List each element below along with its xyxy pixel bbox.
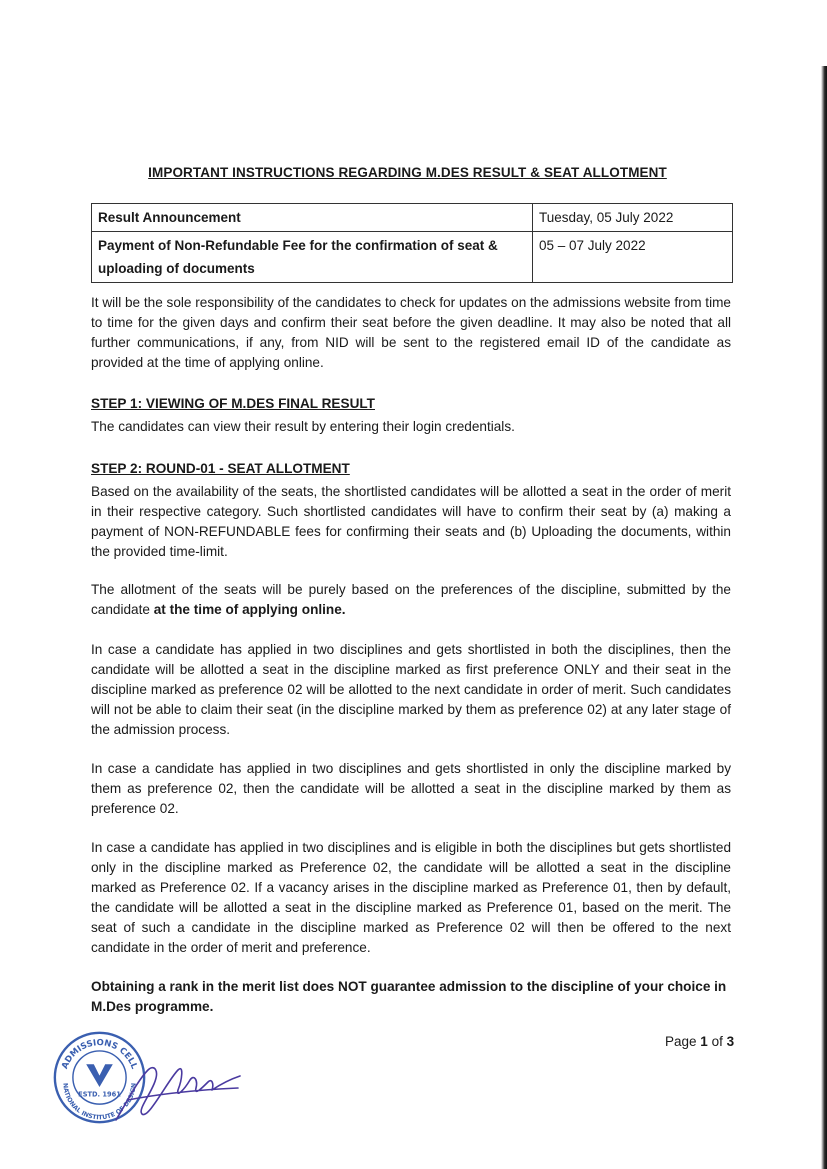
seal-top-text: ADMISSIONS CELL: [60, 1038, 139, 1071]
seal-bottom-text: NATIONAL INSTITUTE OF DESIGN: [61, 1082, 138, 1122]
step2-paragraph-4: In case a candidate has applied in two disciplines and gets shortlisted in only the discipline marked by them as preference 02, then the candidate will be allotted a seat in the discipline marked by them as preference 02.: [91, 761, 731, 816]
merit-note: Obtaining a rank in the merit list does NOT guarantee admission to the discipline of your choice in M.Des programme.: [91, 979, 727, 1014]
step2-paragraph-2-emphasis: at the time of applying online.: [153, 602, 346, 617]
scan-edge: [821, 66, 827, 1169]
schedule-event: Result Announcement: [92, 204, 533, 232]
step2-paragraph-2-text: The allotment of the seats will be purely based on the preferences of the discipline, submitted by the candidate: [91, 582, 731, 617]
table-row: [92, 204, 733, 232]
signature: [108, 1040, 248, 1130]
page-current: 1: [700, 1034, 708, 1049]
table-row: [92, 232, 733, 283]
schedule-date: 05 – 07 July 2022: [533, 232, 733, 283]
schedule-date: Tuesday, 05 July 2022: [533, 204, 733, 232]
page-label: Page: [665, 1034, 697, 1049]
step2-paragraph-5: In case a candidate has applied in two disciplines and is eligible in both the disciplines but gets shortlisted only in the discipline marked as Preference 02, the candidate will be allotted a seat in the discipline marked as Preference 02. If a vacancy arises in the discipline marked as Preference 01, then by default, the candidate will be allotted a seat in the discipline marked as Preference 01, based on the merit. The seat of such a candidate in the discipline marked as Preference 02 will then be offered to the next candidate in the order of merit and preference.: [91, 840, 731, 955]
page-of: of: [711, 1034, 723, 1049]
step2-heading: STEP 2: ROUND-01 - SEAT ALLOTMENT: [91, 461, 350, 476]
step2-paragraph-3: In case a candidate has applied in two disciplines and gets shortlisted in both the disciplines, then the candidate will be allotted a seat in the discipline marked as first preference ONLY and their seat in the discipline marked as preference 02 will be allotted to the next candidate in order of merit. Such candidates will not be able to claim their seat (in the discipline marked by them as preference 02) at any later stage of the admission process.: [91, 642, 731, 737]
step1-text: The candidates can view their result by entering their login credentials.: [91, 419, 515, 434]
step1-heading: STEP 1: VIEWING OF M.DES FINAL RESULT: [91, 396, 375, 411]
schedule-table: [91, 203, 733, 283]
page-number: [665, 1034, 734, 1049]
intro-paragraph: It will be the sole responsibility of the candidates to check for updates on the admissions website from time to time for the given days and confirm their seat before the given deadline. It may also be noted that all further communications, if any, from NID will be sent to the registered email ID of the candidate as provided at the time of applying online.: [91, 295, 731, 370]
seal-center-text: ESTD. 1961: [78, 1090, 121, 1099]
page-total: 3: [726, 1034, 735, 1049]
step2-paragraph-2: [91, 580, 731, 620]
schedule-event: Payment of Non-Refundable Fee for the confirmation of seat & uploading of documents: [92, 232, 533, 283]
step2-paragraph-1: Based on the availability of the seats, the shortlisted candidates will be allotted a seat in the order of merit in their respective category. Such shortlisted candidates will have to confirm their seat by (a) making a payment of NON-REFUNDABLE fees for confirming their seats and (b) Uploading the documents, within the provided time-limit.: [91, 484, 731, 559]
page-title: IMPORTANT INSTRUCTIONS REGARDING M.DES RESULT & SEAT ALLOTMENT: [148, 165, 667, 180]
